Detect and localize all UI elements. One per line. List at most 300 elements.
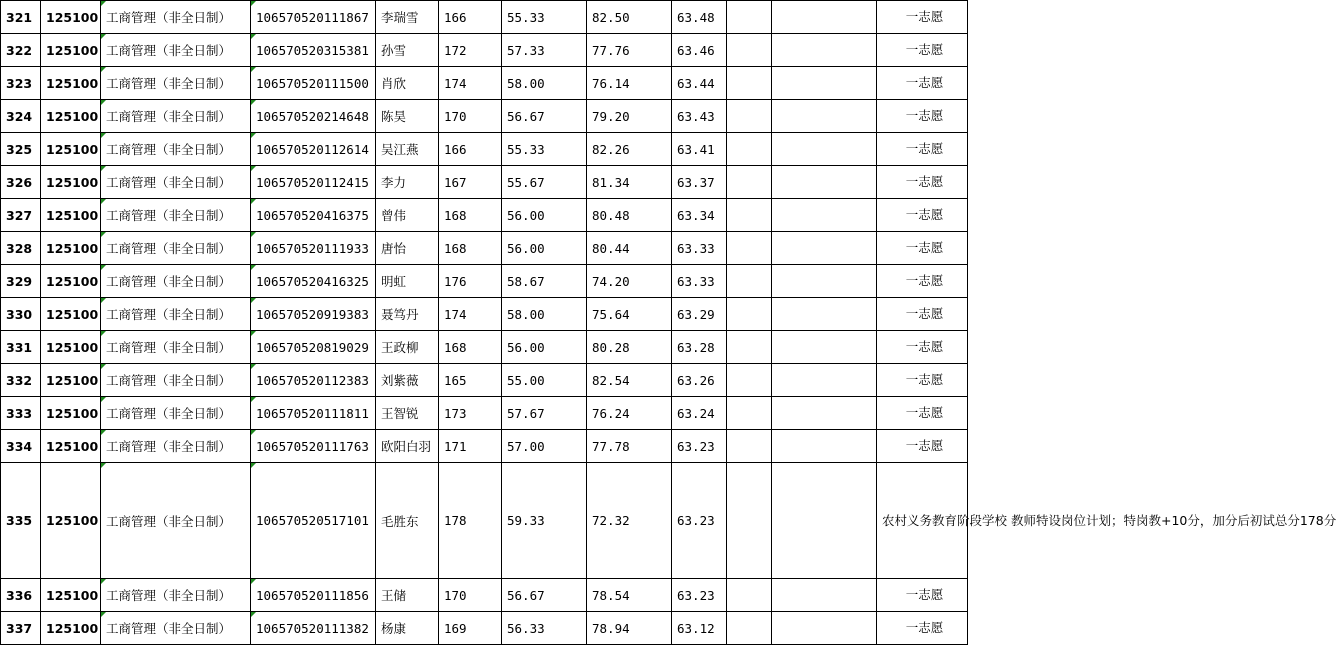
text-number-indicator-icon (101, 463, 106, 468)
table-row (1, 463, 968, 579)
major-name-cell[interactable] (101, 298, 251, 331)
initial-total-cell[interactable] (439, 463, 502, 579)
empty-cell[interactable] (727, 133, 772, 166)
final-score-cell[interactable] (672, 199, 727, 232)
remark-cell[interactable] (877, 265, 968, 298)
retest-score-cell[interactable] (587, 364, 672, 397)
final-score-cell[interactable] (672, 265, 727, 298)
candidate-name-text: 曾伟 (381, 208, 407, 223)
table-row (1, 331, 968, 364)
major-name-cell[interactable] (101, 34, 251, 67)
remark-text: 一志愿 (905, 438, 944, 454)
row-index-cell[interactable] (1, 331, 41, 364)
table-row (1, 298, 968, 331)
retest-score-cell[interactable] (587, 298, 672, 331)
candidate-id-text: 106570520111500 (256, 75, 369, 91)
candidate-id-text: 106570520112383 (256, 372, 369, 388)
text-number-indicator-icon (101, 34, 106, 39)
initial-total-cell[interactable] (439, 579, 502, 612)
empty-cell[interactable] (727, 67, 772, 100)
major-code-cell[interactable] (41, 67, 101, 100)
initial-total-text: 170 (444, 108, 467, 124)
candidate-name-cell[interactable] (376, 397, 439, 430)
final-score-cell[interactable] (672, 364, 727, 397)
text-number-indicator-icon (251, 331, 256, 336)
initial-total-text: 174 (444, 75, 467, 91)
major-name-cell[interactable] (101, 100, 251, 133)
row-index-text: 333 (6, 405, 33, 421)
initial-score-text: 58.00 (507, 75, 545, 91)
final-score-cell[interactable] (672, 67, 727, 100)
retest-score-text: 77.78 (592, 438, 630, 454)
retest-score-cell[interactable] (587, 34, 672, 67)
candidate-name-text: 王智锐 (381, 406, 419, 421)
empty-cell[interactable] (727, 265, 772, 298)
candidate-id-text: 106570520416375 (256, 207, 369, 223)
remark-cell[interactable] (877, 397, 968, 430)
empty-cell[interactable] (772, 397, 877, 430)
text-number-indicator-icon (251, 364, 256, 369)
initial-score-cell[interactable] (502, 166, 587, 199)
major-name-cell[interactable] (101, 67, 251, 100)
text-number-indicator-icon (101, 1, 106, 6)
candidate-id-cell[interactable] (251, 67, 376, 100)
initial-score-cell[interactable] (502, 397, 587, 430)
major-name-text: 工商管理（非全日制） (106, 208, 232, 223)
initial-score-cell[interactable] (502, 579, 587, 612)
initial-score-text: 57.33 (507, 42, 545, 58)
candidate-id-cell[interactable] (251, 397, 376, 430)
remark-cell[interactable] (877, 166, 968, 199)
candidate-id-cell[interactable] (251, 430, 376, 463)
candidate-name-text: 李瑞雪 (381, 10, 419, 25)
initial-score-text: 58.00 (507, 306, 545, 322)
major-name-cell[interactable] (101, 199, 251, 232)
remark-cell[interactable] (877, 199, 968, 232)
remark-cell[interactable] (877, 331, 968, 364)
remark-cell[interactable] (877, 579, 968, 612)
initial-score-text: 56.67 (507, 587, 545, 603)
retest-score-cell[interactable] (587, 133, 672, 166)
empty-cell[interactable] (727, 579, 772, 612)
major-code-cell[interactable] (41, 166, 101, 199)
major-name-cell[interactable] (101, 133, 251, 166)
major-code-cell[interactable] (41, 100, 101, 133)
initial-score-cell[interactable] (502, 232, 587, 265)
retest-score-cell[interactable] (587, 1, 672, 34)
empty-cell[interactable] (772, 364, 877, 397)
major-code-cell[interactable] (41, 463, 101, 579)
major-name-text: 工商管理（非全日制） (106, 241, 232, 256)
candidate-name-text: 孙雪 (381, 43, 407, 58)
row-index-cell[interactable] (1, 232, 41, 265)
major-code-cell[interactable] (41, 34, 101, 67)
text-number-indicator-icon (251, 463, 256, 468)
row-index-text: 324 (6, 108, 33, 124)
initial-total-cell[interactable] (439, 166, 502, 199)
text-number-indicator-icon (101, 331, 106, 336)
initial-total-cell[interactable] (439, 298, 502, 331)
row-index-cell[interactable] (1, 430, 41, 463)
initial-score-cell[interactable] (502, 199, 587, 232)
candidate-name-cell[interactable] (376, 579, 439, 612)
final-score-text: 63.46 (677, 42, 715, 58)
candidate-id-cell[interactable] (251, 166, 376, 199)
major-name-cell[interactable] (101, 612, 251, 645)
major-name-text: 工商管理（非全日制） (106, 175, 232, 190)
initial-total-cell[interactable] (439, 34, 502, 67)
empty-cell[interactable] (772, 430, 877, 463)
candidate-name-cell[interactable] (376, 232, 439, 265)
initial-score-cell[interactable] (502, 133, 587, 166)
candidate-id-cell[interactable] (251, 100, 376, 133)
empty-cell[interactable] (772, 265, 877, 298)
table-row (1, 34, 968, 67)
retest-score-text: 78.94 (592, 620, 630, 636)
initial-score-cell[interactable] (502, 67, 587, 100)
initial-score-cell[interactable] (502, 34, 587, 67)
retest-score-cell[interactable] (587, 232, 672, 265)
initial-total-cell[interactable] (439, 265, 502, 298)
initial-score-cell[interactable] (502, 331, 587, 364)
row-index-cell[interactable] (1, 133, 41, 166)
text-number-indicator-icon (251, 612, 256, 617)
empty-cell[interactable] (727, 232, 772, 265)
initial-score-cell[interactable] (502, 612, 587, 645)
major-name-cell[interactable] (101, 166, 251, 199)
text-number-indicator-icon (101, 67, 106, 72)
row-index-cell[interactable] (1, 100, 41, 133)
initial-score-text: 55.00 (507, 372, 545, 388)
candidate-id-cell[interactable] (251, 364, 376, 397)
remark-cell[interactable] (877, 612, 968, 645)
retest-score-text: 75.64 (592, 306, 630, 322)
initial-total-text: 169 (444, 620, 467, 636)
major-code-cell[interactable] (41, 133, 101, 166)
initial-total-cell[interactable] (439, 67, 502, 100)
table-row (1, 1, 968, 34)
major-code-cell[interactable] (41, 430, 101, 463)
initial-total-text: 171 (444, 438, 467, 454)
candidate-name-cell[interactable] (376, 331, 439, 364)
candidate-name-cell[interactable] (376, 298, 439, 331)
remark-cell[interactable] (877, 1, 968, 34)
retest-score-cell[interactable] (587, 397, 672, 430)
row-index-text: 322 (6, 42, 33, 58)
major-code-text: 125100 (46, 438, 99, 454)
candidate-id-cell[interactable] (251, 579, 376, 612)
empty-cell[interactable] (727, 166, 772, 199)
text-number-indicator-icon (101, 232, 106, 237)
initial-total-cell[interactable] (439, 100, 502, 133)
text-number-indicator-icon (251, 67, 256, 72)
empty-cell[interactable] (772, 612, 877, 645)
empty-cell[interactable] (772, 331, 877, 364)
major-code-text: 125100 (46, 207, 99, 223)
empty-cell[interactable] (772, 298, 877, 331)
row-index-cell[interactable] (1, 1, 41, 34)
retest-score-cell[interactable] (587, 430, 672, 463)
text-number-indicator-icon (101, 265, 106, 270)
candidate-id-text: 106570520111382 (256, 620, 369, 636)
empty-cell[interactable] (727, 331, 772, 364)
empty-cell[interactable] (772, 579, 877, 612)
initial-score-cell[interactable] (502, 430, 587, 463)
final-score-cell[interactable] (672, 1, 727, 34)
candidate-name-cell[interactable] (376, 100, 439, 133)
major-name-text: 工商管理（非全日制） (106, 621, 232, 636)
table-row (1, 612, 968, 645)
major-name-text: 工商管理（非全日制） (106, 307, 232, 322)
retest-score-cell[interactable] (587, 100, 672, 133)
row-index-cell[interactable] (1, 397, 41, 430)
candidate-name-cell[interactable] (376, 67, 439, 100)
initial-score-cell[interactable] (502, 463, 587, 579)
candidate-name-cell[interactable] (376, 463, 439, 579)
row-index-cell[interactable] (1, 265, 41, 298)
empty-cell[interactable] (727, 199, 772, 232)
major-name-cell[interactable] (101, 364, 251, 397)
retest-score-cell[interactable] (587, 67, 672, 100)
remark-cell[interactable] (877, 67, 968, 100)
major-code-text: 125100 (46, 273, 99, 289)
candidate-name-cell[interactable] (376, 265, 439, 298)
major-code-cell[interactable] (41, 1, 101, 34)
retest-score-cell[interactable] (587, 331, 672, 364)
final-score-cell[interactable] (672, 100, 727, 133)
final-score-cell[interactable] (672, 612, 727, 645)
initial-total-text: 165 (444, 372, 467, 388)
major-name-cell[interactable] (101, 430, 251, 463)
candidate-id-text: 106570520111933 (256, 240, 369, 256)
row-index-text: 330 (6, 306, 33, 322)
final-score-cell[interactable] (672, 166, 727, 199)
final-score-text: 63.44 (677, 75, 715, 91)
major-code-text: 125100 (46, 9, 99, 25)
retest-score-cell[interactable] (587, 199, 672, 232)
candidate-id-cell[interactable] (251, 34, 376, 67)
retest-score-text: 76.14 (592, 75, 630, 91)
candidate-id-text: 106570520315381 (256, 42, 369, 58)
candidate-id-cell[interactable] (251, 298, 376, 331)
row-index-cell[interactable] (1, 67, 41, 100)
major-code-text: 125100 (46, 306, 99, 322)
major-code-cell[interactable] (41, 199, 101, 232)
retest-score-cell[interactable] (587, 463, 672, 579)
text-number-indicator-icon (101, 199, 106, 204)
retest-score-cell[interactable] (587, 612, 672, 645)
candidate-id-cell[interactable] (251, 265, 376, 298)
major-name-cell[interactable] (101, 232, 251, 265)
empty-cell[interactable] (727, 397, 772, 430)
retest-score-text: 80.28 (592, 339, 630, 355)
empty-cell[interactable] (727, 612, 772, 645)
initial-total-cell[interactable] (439, 331, 502, 364)
major-name-cell[interactable] (101, 397, 251, 430)
initial-score-cell[interactable] (502, 100, 587, 133)
initial-total-cell[interactable] (439, 232, 502, 265)
candidate-name-text: 刘紫薇 (381, 373, 419, 388)
empty-cell[interactable] (772, 199, 877, 232)
final-score-cell[interactable] (672, 430, 727, 463)
candidate-id-cell[interactable] (251, 463, 376, 579)
final-score-cell[interactable] (672, 232, 727, 265)
initial-total-cell[interactable] (439, 612, 502, 645)
row-index-cell[interactable] (1, 199, 41, 232)
table-row (1, 100, 968, 133)
final-score-cell[interactable] (672, 579, 727, 612)
remark-text: 农村义务教育阶段学校 教师特设岗位计划；特岗教+10分，加分后初试总分178分 (882, 512, 1336, 528)
empty-cell[interactable] (727, 100, 772, 133)
candidate-name-cell[interactable] (376, 133, 439, 166)
major-code-text: 125100 (46, 372, 99, 388)
candidate-name-text: 陈昊 (381, 109, 407, 124)
major-name-cell[interactable] (101, 331, 251, 364)
retest-score-cell[interactable] (587, 166, 672, 199)
row-index-cell[interactable] (1, 579, 41, 612)
final-score-cell[interactable] (672, 331, 727, 364)
empty-cell[interactable] (727, 298, 772, 331)
row-index-cell[interactable] (1, 298, 41, 331)
initial-total-cell[interactable] (439, 430, 502, 463)
candidate-name-cell[interactable] (376, 166, 439, 199)
empty-cell[interactable] (772, 133, 877, 166)
initial-total-cell[interactable] (439, 199, 502, 232)
empty-cell[interactable] (772, 232, 877, 265)
text-number-indicator-icon (251, 34, 256, 39)
empty-cell[interactable] (727, 430, 772, 463)
candidate-name-cell[interactable] (376, 199, 439, 232)
candidate-name-cell[interactable] (376, 364, 439, 397)
candidate-id-cell[interactable] (251, 612, 376, 645)
initial-total-cell[interactable] (439, 364, 502, 397)
empty-cell[interactable] (772, 100, 877, 133)
row-index-cell[interactable] (1, 612, 41, 645)
major-code-cell[interactable] (41, 298, 101, 331)
empty-cell[interactable] (727, 463, 772, 579)
text-number-indicator-icon (251, 166, 256, 171)
final-score-cell[interactable] (672, 463, 727, 579)
candidate-name-text: 王储 (381, 588, 407, 603)
major-name-text: 工商管理（非全日制） (106, 588, 232, 603)
empty-cell[interactable] (727, 364, 772, 397)
row-index-cell[interactable] (1, 364, 41, 397)
final-score-cell[interactable] (672, 34, 727, 67)
initial-score-text: 56.00 (507, 339, 545, 355)
major-name-cell[interactable] (101, 1, 251, 34)
final-score-text: 63.26 (677, 372, 715, 388)
row-index-text: 331 (6, 339, 33, 355)
major-code-cell[interactable] (41, 612, 101, 645)
candidate-id-cell[interactable] (251, 331, 376, 364)
text-number-indicator-icon (251, 579, 256, 584)
final-score-cell[interactable] (672, 298, 727, 331)
remark-text: 一志愿 (905, 405, 944, 421)
row-index-cell[interactable] (1, 34, 41, 67)
remark-text: 一志愿 (905, 306, 944, 322)
initial-total-text: 176 (444, 273, 467, 289)
final-score-text: 63.48 (677, 9, 715, 25)
remark-text: 一志愿 (905, 207, 944, 223)
major-code-cell[interactable] (41, 364, 101, 397)
candidate-name-cell[interactable] (376, 430, 439, 463)
final-score-cell[interactable] (672, 133, 727, 166)
remark-text: 一志愿 (905, 108, 944, 124)
major-name-cell[interactable] (101, 579, 251, 612)
retest-score-cell[interactable] (587, 265, 672, 298)
initial-total-cell[interactable] (439, 133, 502, 166)
final-score-text: 63.34 (677, 207, 715, 223)
major-name-cell[interactable] (101, 265, 251, 298)
remark-cell[interactable] (877, 100, 968, 133)
empty-cell[interactable] (772, 67, 877, 100)
empty-cell[interactable] (772, 166, 877, 199)
major-code-cell[interactable] (41, 232, 101, 265)
major-code-cell[interactable] (41, 579, 101, 612)
retest-score-text: 82.50 (592, 9, 630, 25)
initial-score-cell[interactable] (502, 1, 587, 34)
major-code-text: 125100 (46, 240, 99, 256)
empty-cell[interactable] (772, 1, 877, 34)
initial-score-cell[interactable] (502, 265, 587, 298)
remark-cell[interactable] (877, 34, 968, 67)
empty-cell[interactable] (727, 1, 772, 34)
empty-cell[interactable] (772, 34, 877, 67)
row-index-cell[interactable] (1, 166, 41, 199)
row-index-cell[interactable] (1, 463, 41, 579)
remark-cell[interactable] (877, 463, 1336, 579)
candidate-id-cell[interactable] (251, 1, 376, 34)
retest-score-cell[interactable] (587, 579, 672, 612)
candidate-id-cell[interactable] (251, 133, 376, 166)
initial-total-cell[interactable] (439, 1, 502, 34)
remark-cell[interactable] (877, 364, 968, 397)
table-row (1, 364, 968, 397)
candidate-id-cell[interactable] (251, 232, 376, 265)
major-code-cell[interactable] (41, 265, 101, 298)
retest-score-text: 78.54 (592, 587, 630, 603)
major-code-cell[interactable] (41, 331, 101, 364)
major-code-cell[interactable] (41, 397, 101, 430)
empty-cell[interactable] (727, 34, 772, 67)
retest-score-text: 80.48 (592, 207, 630, 223)
final-score-cell[interactable] (672, 397, 727, 430)
candidate-name-cell[interactable] (376, 1, 439, 34)
row-index-text: 323 (6, 75, 33, 91)
text-number-indicator-icon (101, 579, 106, 584)
initial-score-text: 56.00 (507, 240, 545, 256)
major-name-cell[interactable] (101, 463, 251, 579)
remark-cell[interactable] (877, 133, 968, 166)
candidate-name-text: 欧阳白羽 (381, 439, 432, 454)
candidate-name-cell[interactable] (376, 34, 439, 67)
candidate-name-text: 吴江燕 (381, 142, 419, 157)
retest-score-text: 82.54 (592, 372, 630, 388)
initial-total-cell[interactable] (439, 397, 502, 430)
initial-score-text: 56.00 (507, 207, 545, 223)
candidate-name-text: 肖欣 (381, 76, 407, 91)
empty-cell[interactable] (772, 463, 877, 579)
initial-score-text: 56.67 (507, 108, 545, 124)
major-name-text: 工商管理（非全日制） (106, 109, 232, 124)
remark-cell[interactable] (877, 232, 968, 265)
remark-cell[interactable] (877, 430, 968, 463)
remark-cell[interactable] (877, 298, 968, 331)
candidate-id-cell[interactable] (251, 199, 376, 232)
candidate-name-cell[interactable] (376, 612, 439, 645)
initial-score-cell[interactable] (502, 298, 587, 331)
initial-score-cell[interactable] (502, 364, 587, 397)
